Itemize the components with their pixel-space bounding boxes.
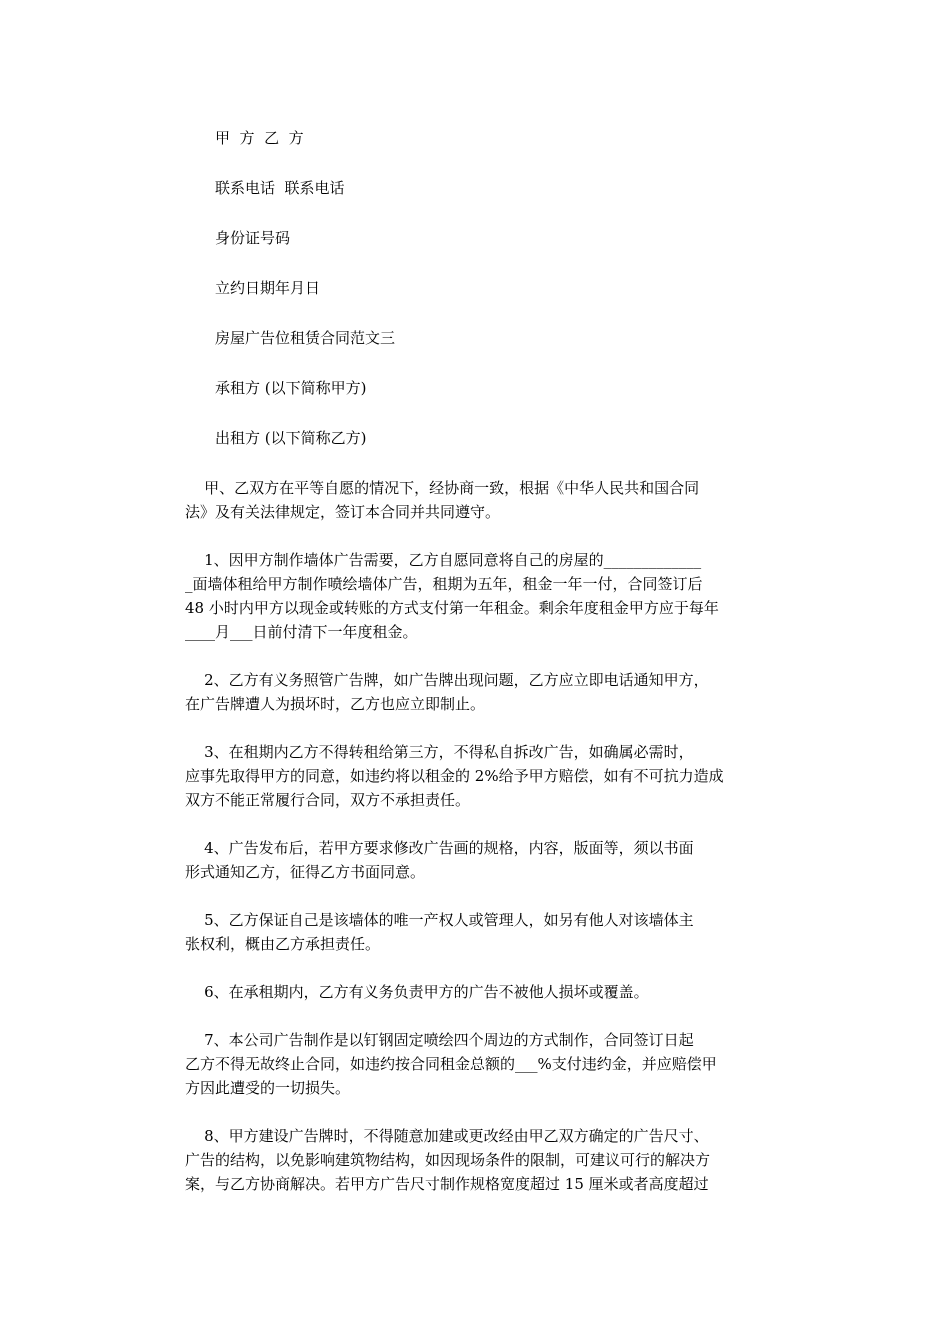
paragraph-line: 48 小时内甲方以现金或转账的方式支付第一年租金。剩余年度租金甲方应于每年 (185, 599, 719, 617)
paragraph-line: 5、乙方保证自己是该墙体的唯一产权人或管理人，如另有他人对该墙体主 (185, 911, 694, 929)
paragraph-line: 广告的结构，以免影响建筑物结构，如因现场条件的限制，可建议可行的解决方 (185, 1151, 711, 1169)
contact-phone-line: 联系电话 联系电话 (215, 179, 345, 197)
paragraph-line: 1、因甲方制作墙体广告需要，乙方自愿同意将自己的房屋的_____________ (185, 551, 702, 569)
clause-2-paragraph (185, 668, 785, 716)
clause-8-paragraph (185, 1124, 785, 1196)
paragraph-line: 6、在承租期内，乙方有义务负责甲方的广告不被他人损坏或覆盖。 (185, 983, 649, 1001)
paragraph-line: 法》及有关法律规定，签订本合同并共同遵守。 (185, 503, 501, 521)
paragraph-line: 张权利，概由乙方承担责任。 (185, 935, 381, 953)
id-number-line: 身份证号码 (215, 229, 291, 247)
clause-7-paragraph (185, 1028, 785, 1100)
paragraph-line: 方因此遭受的一切损失。 (185, 1079, 351, 1097)
paragraph-line: 7、本公司广告制作是以钉钢固定喷绘四个周边的方式制作，合同签订日起 (185, 1031, 694, 1049)
paragraph-line: 应事先取得甲方的同意，如违约将以租金的 2%给予甲方赔偿，如有不可抗力造成 (185, 767, 724, 785)
paragraph-line: 8、甲方建设广告牌时，不得随意加建或更改经由甲乙双方确定的广告尺寸、 (185, 1127, 709, 1145)
paragraph-line: 案，与乙方协商解决。若甲方广告尺寸制作规格宽度超过 15 厘米或者高度超过 (185, 1175, 709, 1193)
paragraph-line: 形式通知乙方，征得乙方书面同意。 (185, 863, 426, 881)
lessee-line: 承租方 (以下简称甲方) (215, 379, 367, 397)
paragraph-line: 2、乙方有义务照管广告牌，如广告牌出现问题，乙方应立即电话通知甲方， (185, 671, 709, 689)
preamble-paragraph (185, 476, 785, 524)
clause-6-paragraph (185, 980, 785, 1004)
contract-title: 房屋广告位租赁合同范文三 (215, 329, 396, 347)
paragraph-line: _面墙体租给甲方制作喷绘墙体广告，租期为五年，租金一年一付，合同签订后 (185, 575, 703, 593)
paragraph-line: 双方不能正常履行合同，双方不承担责任。 (185, 791, 471, 809)
document-body (185, 126, 785, 1220)
paragraph-line: 甲、乙双方在平等自愿的情况下，经协商一致，根据《中华人民共和国合同 (185, 479, 700, 497)
paragraph-line: 4、广告发布后，若甲方要求修改广告画的规格，内容，版面等，须以书面 (185, 839, 694, 857)
clause-4-paragraph (185, 836, 785, 884)
paragraph-line: 在广告牌遭人为损坏时，乙方也应立即制止。 (185, 695, 486, 713)
clause-1-paragraph (185, 548, 785, 644)
clause-3-paragraph (185, 740, 785, 812)
signing-date-line: 立约日期年月日 (215, 279, 321, 297)
paragraph-line: ____月___日前付清下一年度租金。 (185, 623, 418, 641)
party-names-line: 甲 方 乙 方 (215, 129, 304, 147)
clause-5-paragraph (185, 908, 785, 956)
paragraph-line: 乙方不得无故终止合同，如违约按合同租金总额的___%支付违约金，并应赔偿甲 (185, 1055, 717, 1073)
lessor-line: 出租方 (以下简称乙方) (215, 429, 367, 447)
paragraph-line: 3、在租期内乙方不得转租给第三方，不得私自拆改广告，如确属必需时， (185, 743, 694, 761)
